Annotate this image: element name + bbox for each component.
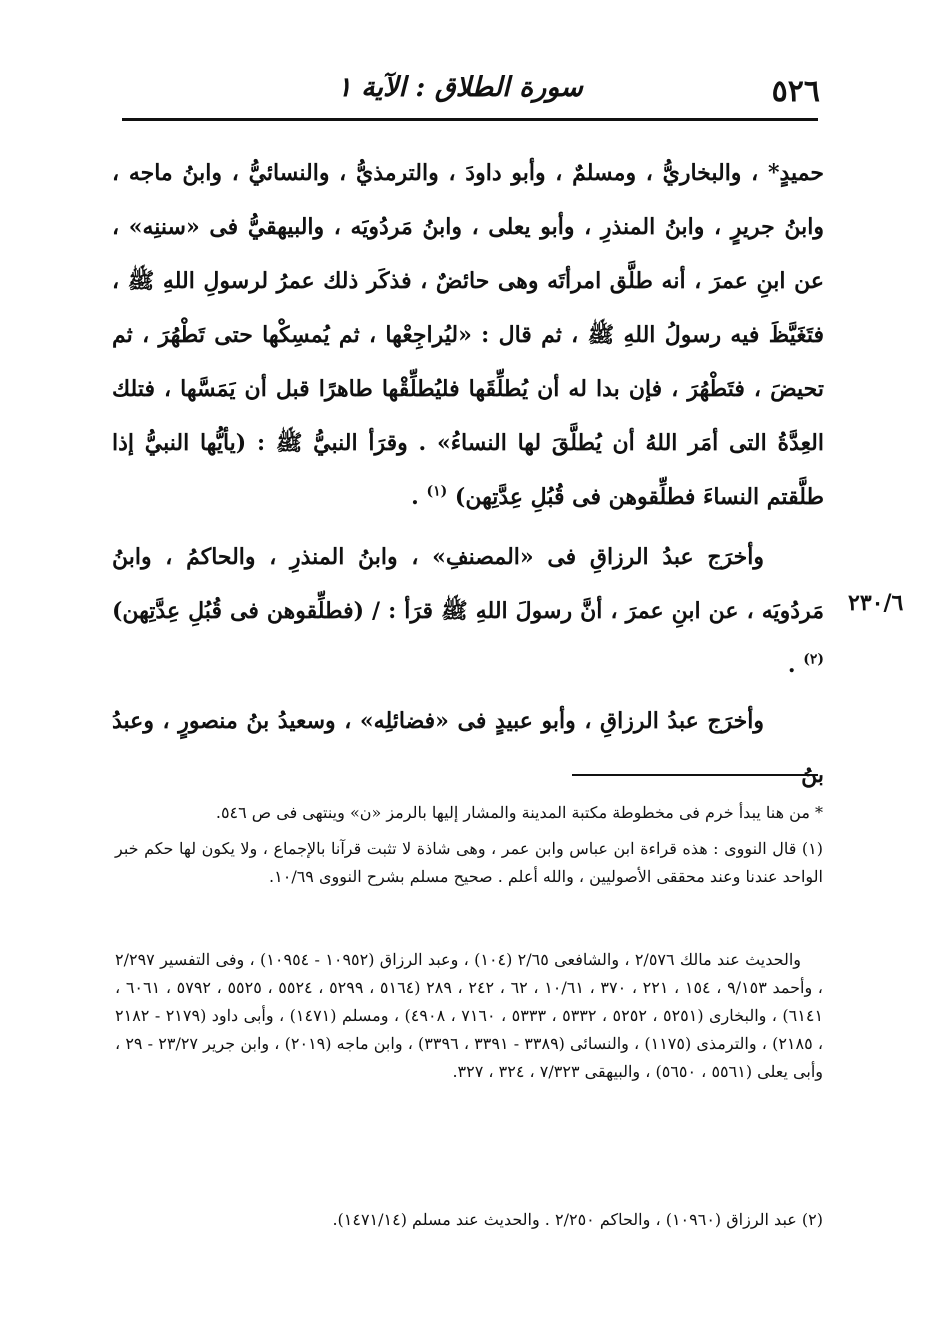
- footnote-mark-1: (١): [426, 483, 448, 500]
- body-paragraph-1-text: حميدٍ* ، والبخاريُّ ، ومسلمٌ ، وأبو داودَ ، والترمذيُّ ، والنسائيُّ ، وابنُ ماجه ، وابنُ جريرٍ ، وابنُ المنذرِ ، وأبو يعلى ، وابنُ مَردُويَه ، والبيهقيُّ فى «سننِه» ، عن ابنِ عمرَ ، أنه طلَّق امرأتَه وهى حائضٌ ، فذكَر ذلك عمرُ لرسولِ اللهِ ﷺ ، فتَغَيَّظَ فيه رسولُ اللهِ ﷺ ، ثم قال : «ليُراجِعْها ، ثم يُمسِكْها حتى تَطْهُرَ ، ثم تحيضَ ، فتَطْهُرَ ، فإن بدا له أن يُطلِّقَها فليُطلِّقْها طاهرًا قبل أن يَمَسَّها ، فتلك العِدَّةُ التى أمَر اللهُ أن يُطلَّقَ لها النساءُ» . وقرَأ النبيُّ ﷺ : (يأيُّها النبيُّ إذا طلَّقتم النساءَ فطلِّقوهن فى قُبُلِ عِدَّتِهن): [112, 160, 824, 510]
- running-head: سورة الطلاق : الآية ١: [337, 72, 583, 103]
- page-number: ٥٢٦: [771, 74, 820, 109]
- footnote-1-sources: والحديث عند مالك ٢/٥٧٦ ، والشافعى ٢/٦٥ (١٠٤) ، وعبد الرزاق (١٠٩٥٢ - ١٠٩٥٤) ، وفى التفسير ٢/٢٩٧ ، وأحمد ٩/١٥٣ ، ١٥٤ ، ٢٢١ ، ٣٧٠ ، ١٠/٦١ ، ٦٢ ، ٢٤٢ ، ٢٨٩ (٥١٦٤ ، ٥٢٩٩ ، ٥٥٢٤ ، ٥٥٢٥ ، ٥٧٩٢ ، ٦٠٦١ ، ٦١٤١) ، والبخارى (٥٢٥١ ، ٥٢٥٢ ، ٥٣٣٢ ، ٥٣٣٣ ، ٧١٦٠ ، ٤٩٠٨) ، ومسلم (١٤٧١) ، وأبى داود (٢١٧٩ - ٢١٨٢ ، ٢١٨٥) ، والترمذى (١١٧٥) ، والنسائى (٣٣٨٩ - ٣٣٩١ ، ٣٣٩٦) ، وابن ماجه (٢٠١٩) ، وابن جرير ٢٣/٢٧ - ٢٩ ، وأبى يعلى (٥٥٦١ ، ٥٦٥٠) ، والبيهقى ٧/٣٢٣ ، ٣٢٤ ، ٣٢٧.: [115, 950, 824, 1081]
- footnote-star: * من هنا يبدأ خرم فى مخطوطة مكتبة المدينة والمشار إليها بالرمز «ن» وينتهى فى ص ٥٤٦.: [215, 803, 823, 822]
- footnote-mark-2: (٢): [803, 651, 824, 668]
- footnote-1: (١) قال النووى : هذه قراءة ابن عباس وابن عمر ، وهى شاذة لا تثبت قرآنا بالإجماع ، ولا يكون لها حكم خبر الواحد عندنا وعند محققى الأصوليين ، والله أعلم . صحيح مسلم بشرح النووى ١٠/٦٩.: [115, 839, 823, 886]
- body-paragraph-3-text: وأخرَج عبدُ الرزاقِ ، وأبو عبيدٍ فى «فضائلِه» ، وسعيدُ بنُ منصورٍ ، وعبدُ بنُ: [112, 708, 824, 788]
- body-paragraph-2: وأخرَج عبدُ الرزاقِ فى «المصنفِ» ، وابنُ المنذرِ ، والحاكمُ ، وابنُ مَردُويَه ، عن ابنِ عمرَ ، أنَّ رسولَ اللهِ ﷺ قرَأ : / (فطلِّقوهن فى قُبُلِ عِدَّتِهن) $^{(٢)}$ .: [112, 544, 824, 678]
- footnote-rule: [572, 774, 818, 776]
- body-paragraph-3: [112, 694, 824, 802]
- margin-reference: ٢٣٠/٦: [848, 590, 904, 616]
- body-paragraph-1: حميدٍ* ، والبخاريُّ ، ومسلمٌ ، وأبو داودَ ، والترمذيُّ ، والنسائيُّ ، وابنُ ماجه ، وابنُ جريرٍ ، وابنُ المنذرِ ، وأبو يعلى ، وابنُ مَردُويَه ، والبيهقيُّ فى «سننِه» ، عن ابنِ عمرَ ، أنه طلَّق امرأتَه وهى حائضٌ ، فذكَر ذلك عمرُ لرسولِ اللهِ ﷺ ، فتَغَيَّظَ فيه رسولُ اللهِ ﷺ ، ثم قال : «ليُراجِعْها ، ثم يُمسِكْها حتى تَطْهُرَ ، ثم تحيضَ ، فتَطْهُرَ ، فإن بدا له أن يُطلِّقَها فليُطلِّقْها طاهرًا قبل أن يَمَسَّها ، فتلك العِدَّةُ التى أمَر اللهُ أن يُطلَّقَ لها النساءُ» . وقرَأ النبيُّ ﷺ : (يأيُّها النبيُّ إذا طلَّقتم النساءَ فطلِّقوهن فى قُبُلِ عِدَّتِهن) $^{(١)}$ .: [112, 160, 824, 510]
- footnote-2: (٢) عبد الرزاق (١٠٩٦٠) ، والحاكم ٢/٢٥٠ . والحديث عند مسلم (١٤٧١/١٤).: [332, 1210, 823, 1229]
- header-rule: [122, 118, 818, 121]
- body-paragraph-2-text: وأخرَج عبدُ الرزاقِ فى «المصنفِ» ، وابنُ المنذرِ ، والحاكمُ ، وابنُ مَردُويَه ، عن ابنِ عمرَ ، أنَّ رسولَ اللهِ ﷺ قرَأ : / (فطلِّقوهن فى قُبُلِ عِدَّتِهن): [112, 544, 824, 624]
